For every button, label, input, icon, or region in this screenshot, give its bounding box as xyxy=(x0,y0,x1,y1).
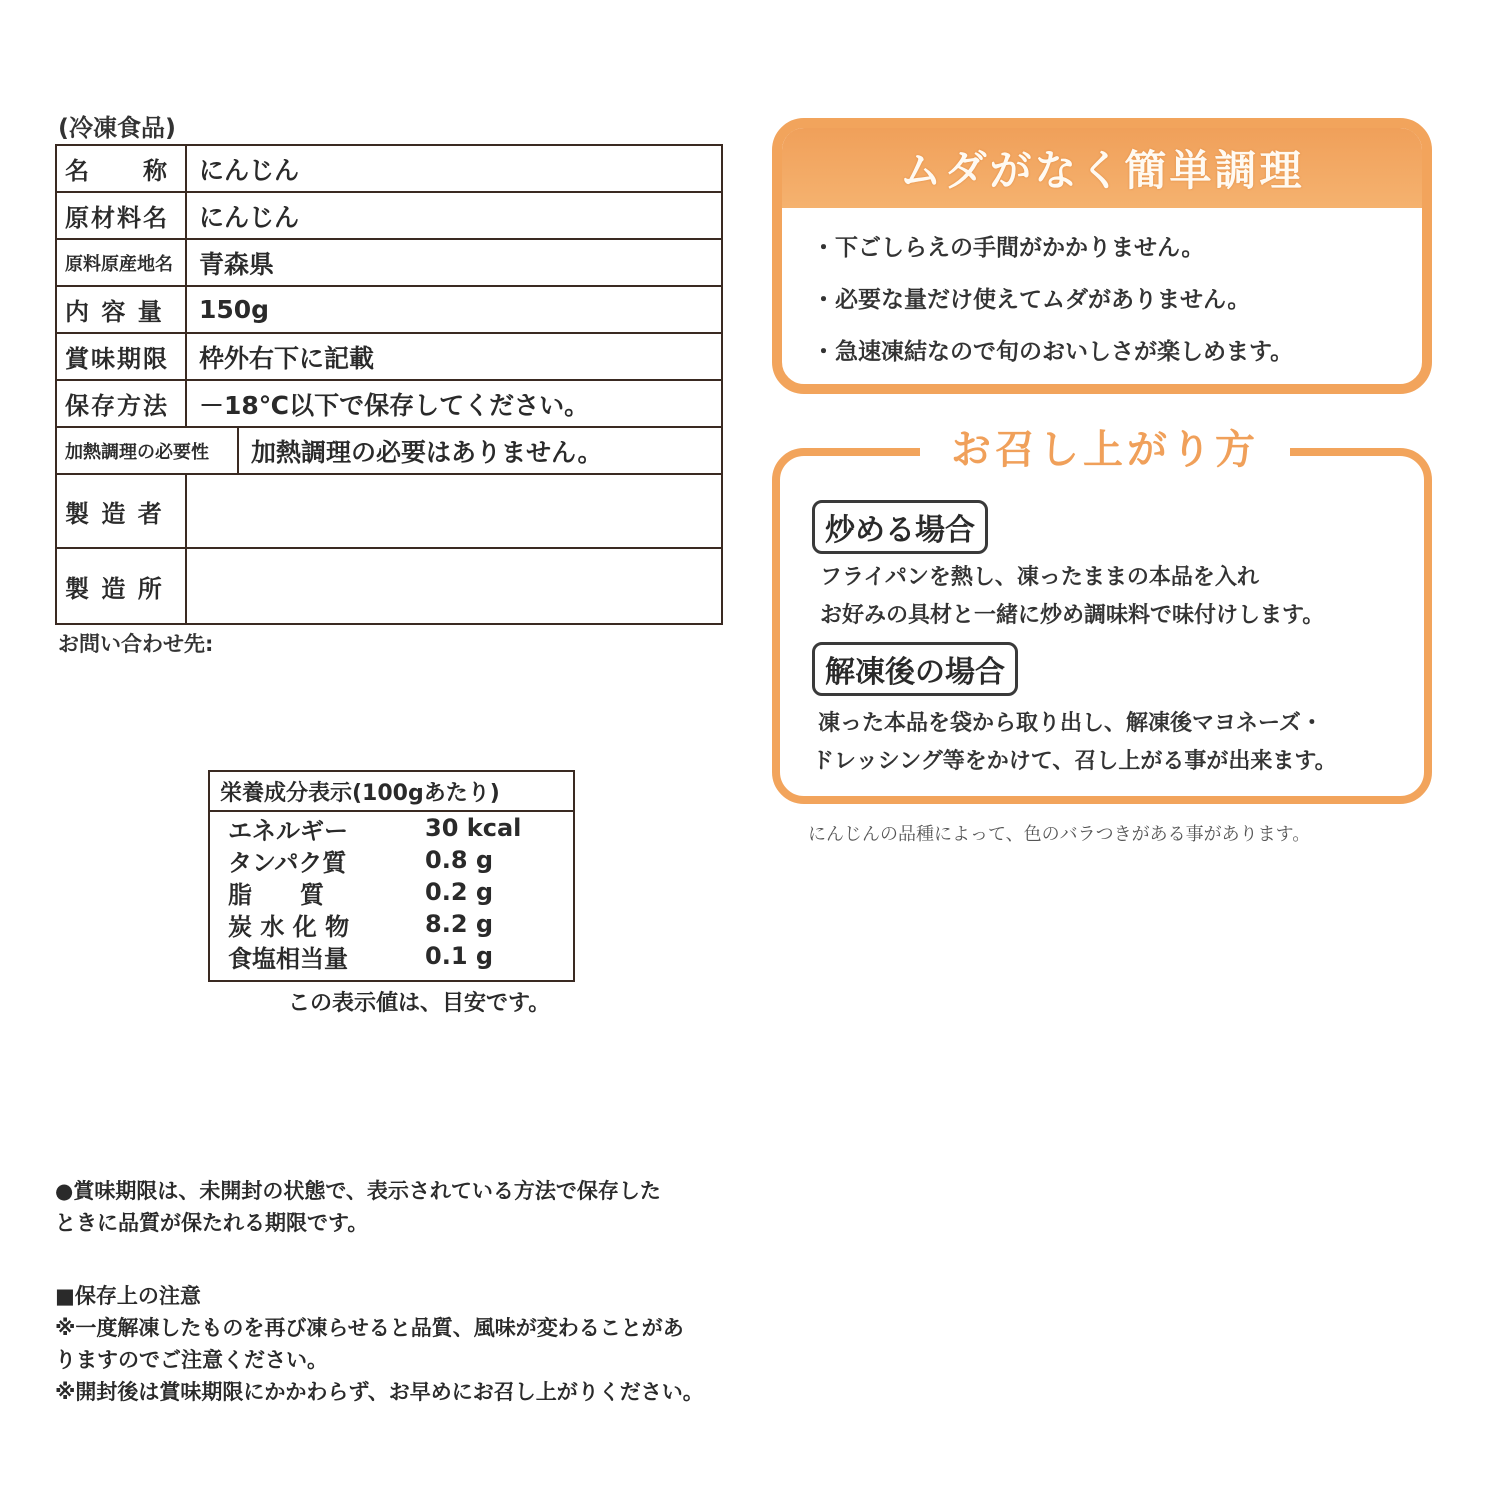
nutrition-row xyxy=(210,844,573,876)
thawed-text: ドレッシング等をかけて、召し上がる事が出来ます。 xyxy=(812,749,1337,774)
storage-caution-title: ■保存上の注意 xyxy=(55,1284,201,1308)
label-head: 名 称 xyxy=(57,146,187,191)
variety-note: にんじんの品種によって、色のバラつきがある事があります。 xyxy=(808,824,1311,845)
feature-list xyxy=(782,208,1422,378)
label-head: 保存方法 xyxy=(57,381,187,426)
label-head: 賞味期限 xyxy=(57,334,187,379)
label-value xyxy=(187,475,721,547)
stir-fry-text: お好みの具材と一緒に炒め調味料で味付けします。 xyxy=(820,603,1325,628)
nutrient-name: エネルギー xyxy=(228,816,348,845)
nutrient-value: 0.2 g xyxy=(425,878,494,906)
label-head: 製 造 者 xyxy=(57,475,187,547)
expiry-note-line: ときに品質が保たれる期限です。 xyxy=(55,1211,369,1235)
nutrient-value: 30 kcal xyxy=(425,814,522,842)
feature-title: ムダがなく簡単調理 xyxy=(782,128,1422,208)
inquiry-label: お問い合わせ先: xyxy=(58,632,214,656)
nutrition-row xyxy=(210,908,573,940)
label-value: 青森県 xyxy=(199,249,275,279)
label-value: にんじん xyxy=(199,155,300,185)
nutrient-value: 8.2 g xyxy=(425,910,494,938)
label-value: 加熱調理の必要はありません。 xyxy=(251,437,603,467)
label-value: にんじん xyxy=(199,202,300,232)
thawed-text: 凍った本品を袋から取り出し、解凍後マヨネーズ・ xyxy=(818,711,1323,736)
label-row-name xyxy=(57,146,721,193)
label-head: 原材料名 xyxy=(57,193,187,238)
storage-caution-line: りますのでご注意ください。 xyxy=(55,1348,328,1372)
nutrient-value: 0.1 g xyxy=(425,942,494,970)
nutrient-name: タンパク質 xyxy=(228,848,347,877)
storage-caution-line: ※一度解凍したものを再び凍らせると品質、風味が変わることがあ xyxy=(55,1316,684,1340)
label-row-content xyxy=(57,287,721,334)
stir-fry-label: 炒める場合 xyxy=(812,500,988,554)
label-value: 枠外右下に記載 xyxy=(199,343,375,373)
nutrient-name: 脂 質 xyxy=(228,880,324,909)
label-head: 製 造 所 xyxy=(57,549,187,623)
label-row-expiry xyxy=(57,334,721,381)
label-row-heating xyxy=(57,428,721,475)
label-value: －18℃以下で保存してください。 xyxy=(199,390,590,420)
nutrient-name: 食塩相当量 xyxy=(228,944,348,973)
stir-fry-text: フライパンを熱し、凍ったままの本品を入れ xyxy=(820,565,1259,590)
feature-item: ・ 必要な量だけ使えてムダがありません。 xyxy=(812,274,1422,326)
label-head: 内 容 量 xyxy=(57,287,187,332)
feature-item: ・ 下ごしらえの手間がかかりません。 xyxy=(812,222,1422,274)
product-label-table xyxy=(55,144,723,625)
nutrition-row xyxy=(210,940,573,972)
thawed-label: 解凍後の場合 xyxy=(812,642,1018,696)
label-row-manufacturer xyxy=(57,475,721,549)
food-category-label: (冷凍食品) xyxy=(58,114,176,142)
label-value: 150g xyxy=(199,295,270,324)
feature-panel xyxy=(772,118,1432,394)
label-row-factory xyxy=(57,549,721,623)
label-row-storage xyxy=(57,381,721,428)
nutrition-note: この表示値は、目安です。 xyxy=(288,991,551,1016)
nutrition-table xyxy=(208,770,575,982)
nutrient-name: 炭 水 化 物 xyxy=(228,912,350,941)
feature-item: ・ 急速凍結なので旬のおいしさが楽しめます。 xyxy=(812,326,1422,378)
label-row-ingredients xyxy=(57,193,721,240)
label-value xyxy=(187,549,721,623)
label-head: 原料原産地名 xyxy=(57,240,187,285)
howto-title: お召し上がり方 xyxy=(920,418,1290,474)
nutrition-title: 栄養成分表示(100gあたり) xyxy=(210,772,573,812)
storage-caution-line: ※開封後は賞味期限にかかわらず、お早めにお召し上がりください。 xyxy=(55,1380,704,1404)
nutrition-row xyxy=(210,876,573,908)
label-head: 加熱調理の必要性 xyxy=(57,428,239,473)
label-row-origin xyxy=(57,240,721,287)
expiry-note-line: ●賞味期限は、未開封の状態で、表示されている方法で保存した xyxy=(55,1179,661,1203)
nutrient-value: 0.8 g xyxy=(425,846,494,874)
nutrition-row xyxy=(210,812,573,844)
